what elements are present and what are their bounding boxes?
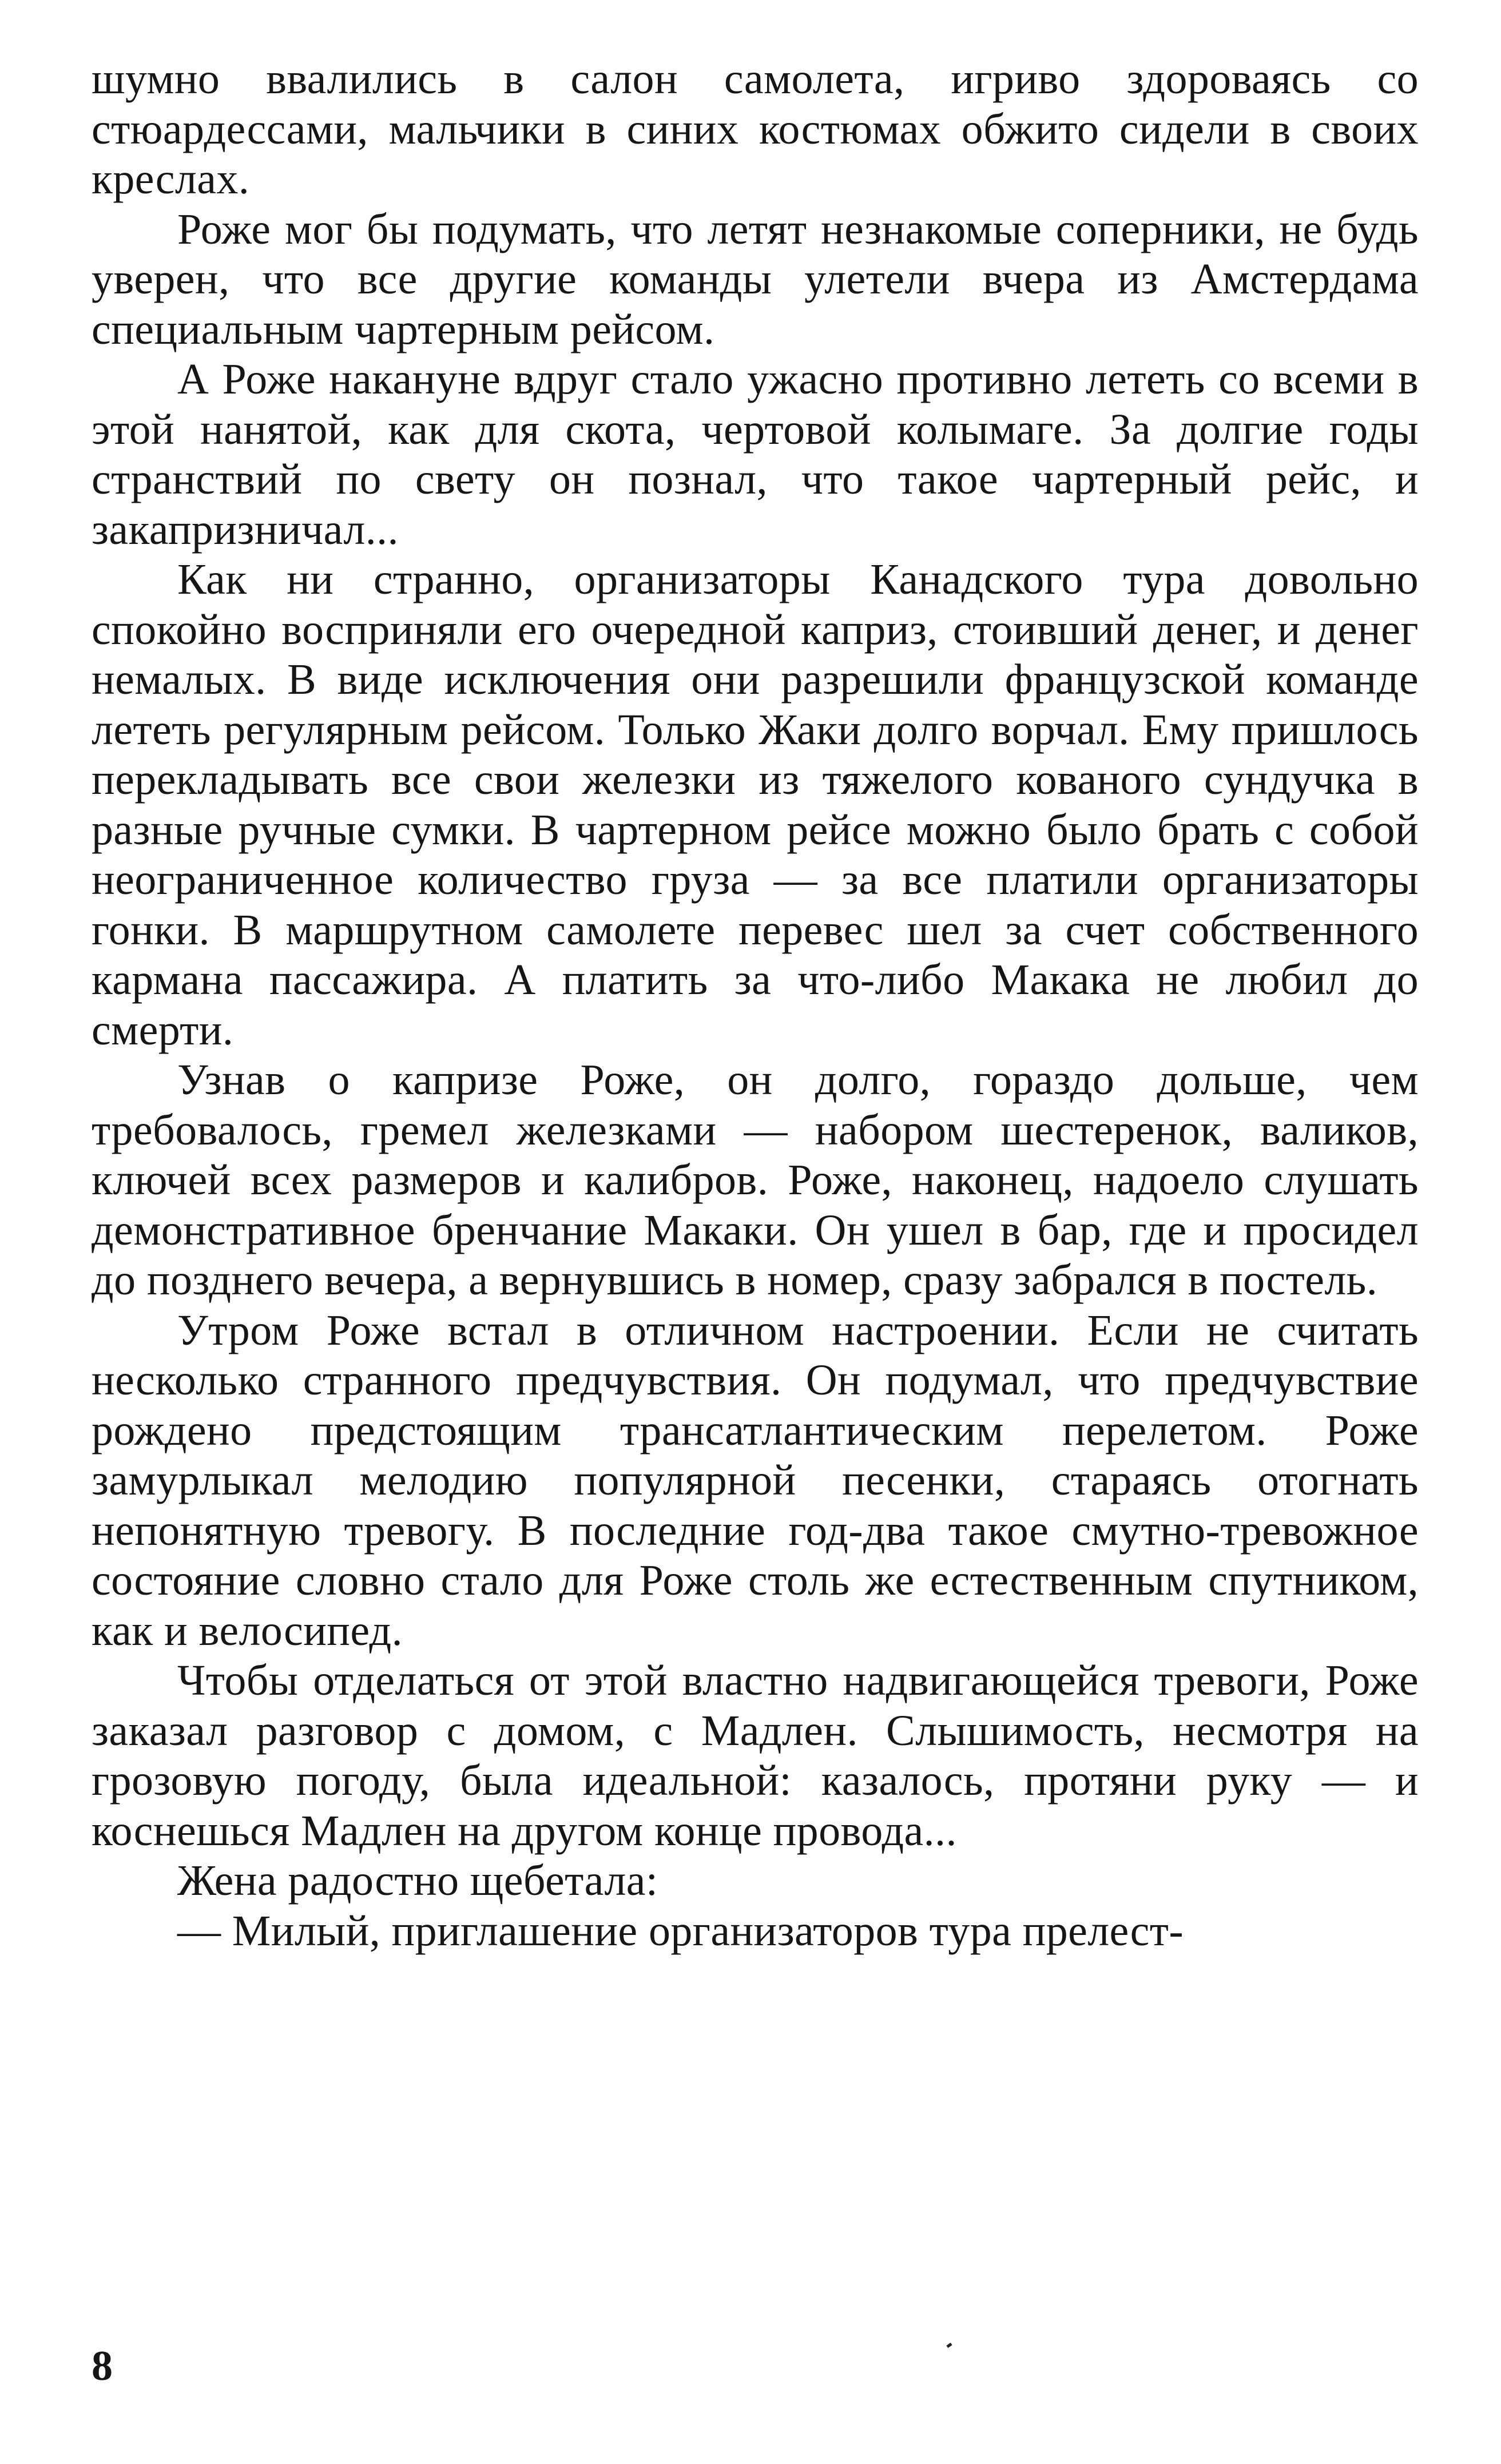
paragraph: — Милый, приглашение организаторов тура прелест- xyxy=(177,1906,1184,1955)
paragraph: Роже мог бы подумать, что летят незнакомые соперники, не будь уверен, что все другие команды улетели вчера из Амстердама специальным чартерным рейсом. xyxy=(92,205,1419,353)
paragraph: Жена радостно щебетала: xyxy=(177,1857,658,1905)
paragraph: Утром Роже встал в отличном настроении. Если не считать несколько странного предчувствия. Он подумал, что предчувствие рождено предстоящим трансатлантическим перелетом. Роже замурлыкал мелодию популярной песенки, стараясь отогнать непонятную тревогу. В последние год-два такое смутно-тревожное состояние словно стало для Роже столь же естественным спутником, как и велосипед. xyxy=(92,1306,1419,1655)
book-page-text xyxy=(92,54,1419,2399)
page-number: 8 xyxy=(92,2343,113,2390)
paragraph: Узнав о капризе Роже, он долго, гораздо дольше, чем требовалось, гремел железками — набором шестеренок, валиков, ключей всех размеров и калибров. Роже, наконец, надоело слушать демонстративное бренчание Макаки. Он ушел в бар, где и просидел до позднего вечера, а вернувшись в номер, сразу забрался в постель. xyxy=(92,1056,1419,1304)
paragraph: Чтобы отделаться от этой властно надвигающейся тревоги, Роже заказал разговор с домом, с Мадлен. Слышимость, несмотря на грозовую погоду, была идеальной: казалось, протяни руку — и коснешься Мадлен на другом конце провода... xyxy=(92,1656,1419,1855)
paragraph: шумно ввалились в салон самолета, игриво здороваясь со стюардессами, мальчики в синих костюмах обжито сидели в своих креслах. xyxy=(92,55,1419,203)
paragraph: А Роже накануне вдруг стало ужасно противно лететь со всеми в этой нанятой, как для скота, чертовой колымаге. За долгие годы странствий по свету он познал, что такое чартерный рейс, и закапризничал... xyxy=(92,355,1419,554)
paragraph: Как ни странно, организаторы Канадского тура довольно спокойно восприняли его очередной каприз, стоивший денег, и денег немалых. В виде исключения они разрешили французской команде лететь регулярным рейсом. Только Жаки долго ворчал. Ему пришлось перекладывать все свои железки из тяжелого кованого сундучка в разные ручные сумки. В чартерном рейсе можно было брать с собой неограниченное количество груза — за все платили организаторы гонки. В маршрутном самолете перевес шел за счет собственного кармана пассажира. А платить за что-либо Макака не любил до смерти. xyxy=(92,555,1419,1054)
